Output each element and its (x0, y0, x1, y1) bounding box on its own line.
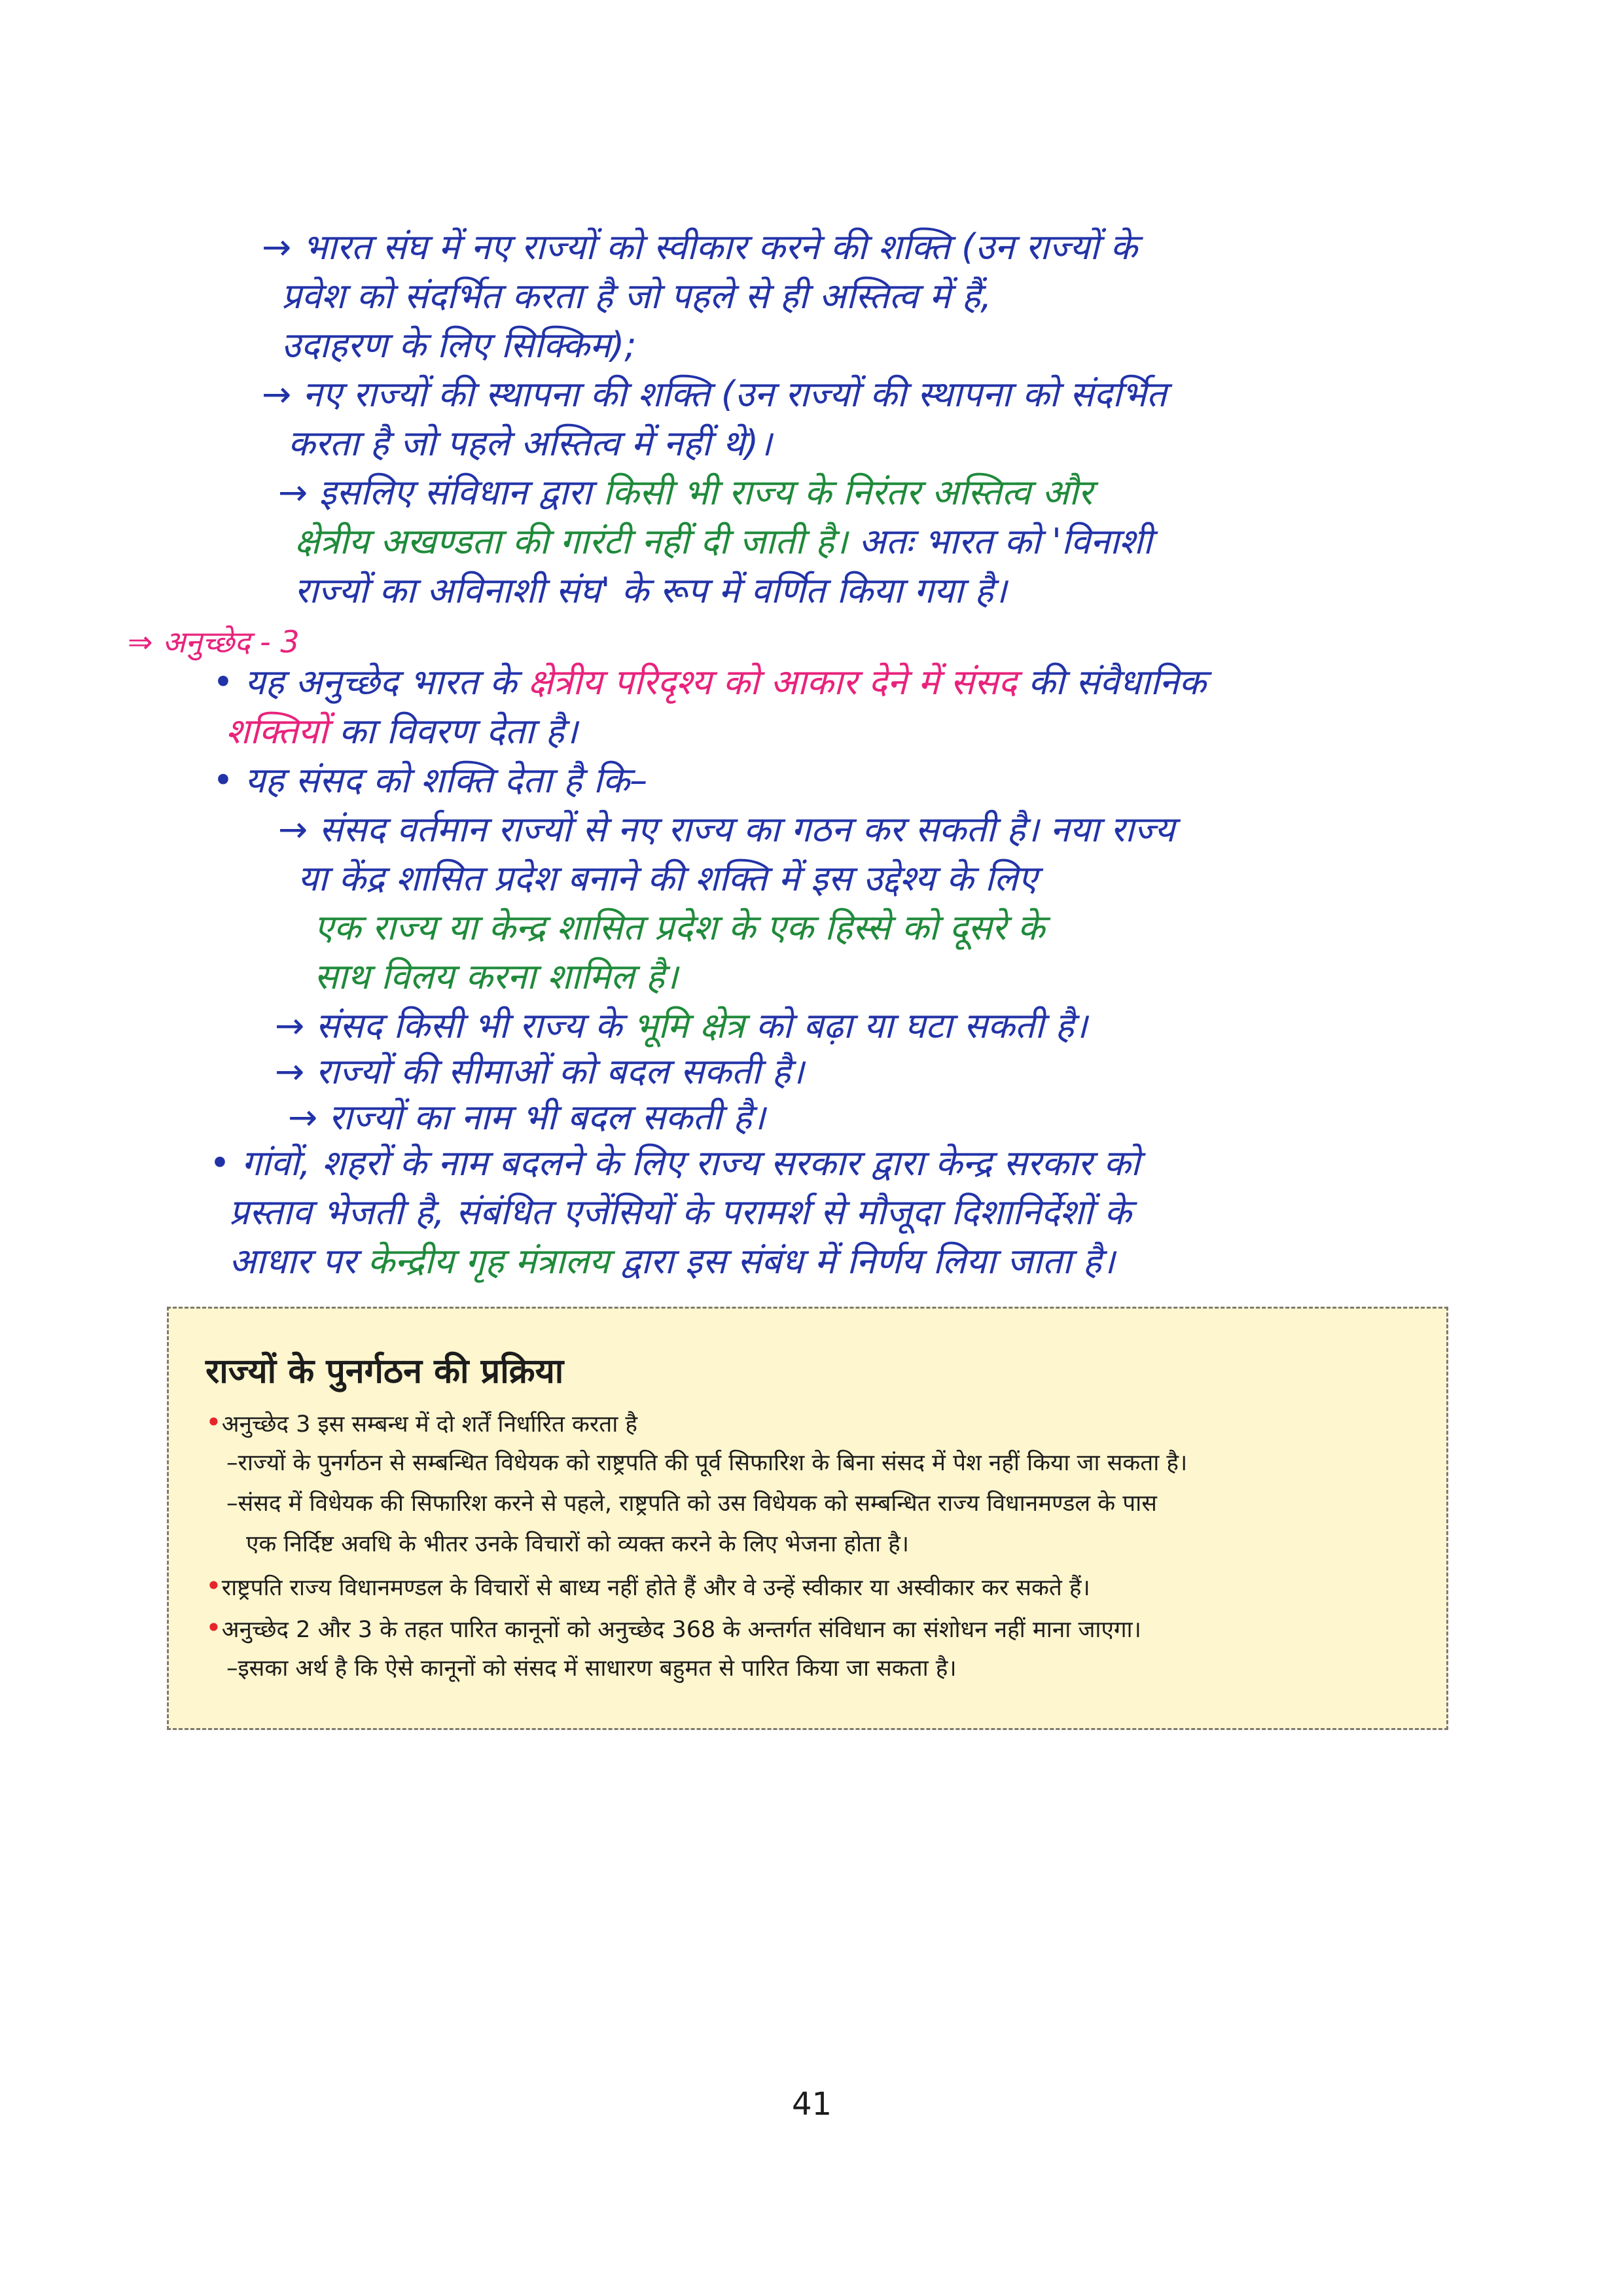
bullet-text: राष्ट्रपति राज्य विधानमण्डल के विचारों से बाध्य नहीं होते हैं और वे उन्हें स्वीकार या अस्वीकार कर सकते हैं। (221, 1575, 1090, 1601)
bullet-text: अनुच्छेद 2 और 3 के तहत पारित कानूनों को अनुच्छेद 368 के अन्तर्गत संविधान का संशोधन नहीं माना जाएगा। (221, 1617, 1141, 1643)
note-line: साथ विलय करना शामिल है। (314, 956, 678, 997)
note-line (278, 471, 1092, 514)
note-line: करता है जो पहले अस्तित्व में नहीं थे)। (288, 423, 772, 464)
note-line: उदाहरण के लिए सिक्किम); (281, 325, 637, 366)
info-box-title: राज्यों के पुनर्गठन की प्रक्रिया (205, 1352, 564, 1391)
info-box-bullet (205, 1570, 1090, 1604)
note-segment: द्वारा इस संबंध में निर्णय लिया जाता है। (620, 1241, 1115, 1282)
note-segment-highlight: भूमि क्षेत्र (633, 1005, 745, 1046)
info-box-subpoint: –संसद में विधेयक की सिफारिश करने से पहले, राष्ट्रपति को उस विधेयक को सम्बन्धित राज्य विधानमण्डल के पास (226, 1491, 1157, 1517)
note-line (275, 1004, 1088, 1048)
note-line: → नए राज्यों की स्थापना की शक्ति (उन राज्यों की स्थापना को संदर्भित (262, 374, 1167, 415)
note-line: या केंद्र शासित प्रदेश बनाने की शक्ति में इस उद्देश्य के लिए (298, 858, 1038, 899)
note-segment-highlight: क्षेत्रीय परिदृश्य को आकार देने में संसद (527, 662, 1017, 703)
note-segment: • यह अनुच्छेद भारत के (213, 662, 517, 703)
info-box-subpoint: –इसका अर्थ है कि ऐसे कानूनों को संसद में साधारण बहुमत से पारित किया जा सकता है। (226, 1655, 957, 1682)
note-segment: की संवैधानिक (1028, 662, 1206, 703)
note-line: प्रवेश को संदर्भित करता है जो पहले से ही अस्तित्व में हैं, (281, 275, 992, 317)
note-line (226, 710, 578, 753)
note-segment-highlight: शक्तियों (226, 711, 328, 752)
note-segment-highlight: किसी भी राज्य के निरंतर अस्तित्व और (603, 472, 1093, 513)
note-line (229, 1240, 1115, 1283)
note-line: राज्यों का अविनाशी संघ' के रूप में वर्णित किया गया है। (294, 570, 1007, 611)
note-line (213, 661, 1206, 704)
note-line: • गांवों, शहरों के नाम बदलने के लिए राज्य सरकार द्वारा केन्द्र सरकार को (209, 1142, 1140, 1184)
note-segment-highlight: क्षेत्रीय अखण्डता की गारंटी नहीं दी जाती है। (294, 521, 848, 562)
note-segment: का विवरण देता है। (338, 711, 578, 752)
section-heading: ⇒ अनुच्छेद - 3 (128, 624, 300, 660)
bullet-icon: • (205, 1570, 222, 1602)
info-box-bullet (205, 1407, 637, 1440)
note-line: एक राज्य या केन्द्र शासित प्रदेश के एक हिस्से को दूसरे के (314, 907, 1045, 948)
bullet-text: अनुच्छेद 3 इस सम्बन्ध में दो शर्तें निर्धारित करता है (221, 1411, 637, 1438)
note-line: → राज्यों का नाम भी बदल सकती है। (288, 1097, 766, 1138)
note-line (294, 520, 1152, 563)
note-segment: → इसलिए संविधान द्वारा (278, 472, 592, 513)
note-line: → संसद वर्तमान राज्यों से नए राज्य का गठन कर सकती है। नया राज्य (278, 809, 1175, 850)
note-line: प्रस्ताव भेजती है, संबंधित एजेंसियों के परामर्श से मौजूदा दिशानिर्देशों के (229, 1192, 1132, 1233)
note-segment: को बढ़ा या घटा सकती है। (755, 1005, 1088, 1046)
note-line: → भारत संघ में नए राज्यों को स्वीकार करने की शक्ति (उन राज्यों के (262, 226, 1137, 268)
page-number: 41 (792, 2086, 832, 2123)
info-box-subpoint: –राज्यों के पुनर्गठन से सम्बन्धित विधेयक को राष्ट्रपति की पूर्व सिफारिश के बिना संसद में पेश नहीं किया जा सकता है। (226, 1450, 1188, 1476)
note-segment: → संसद किसी भी राज्य के (275, 1005, 622, 1046)
note-segment: अतः भारत को 'विनाशी (859, 521, 1152, 562)
info-box-subpoint: एक निर्दिष्ट अवधि के भीतर उनके विचारों को व्यक्त करने के लिए भेजना होता है। (246, 1531, 910, 1557)
info-box-bullet (205, 1612, 1141, 1646)
bullet-icon: • (205, 1406, 222, 1438)
bullet-icon: • (205, 1612, 222, 1644)
note-segment: आधार पर (229, 1241, 357, 1282)
note-line: → राज्यों की सीमाओं को बदल सकती है। (275, 1051, 804, 1092)
note-segment-highlight: केन्द्रीय गृह मंत्रालय (367, 1241, 610, 1282)
note-line: • यह संसद को शक्ति देता है कि– (213, 760, 648, 801)
info-box (167, 1307, 1448, 1730)
